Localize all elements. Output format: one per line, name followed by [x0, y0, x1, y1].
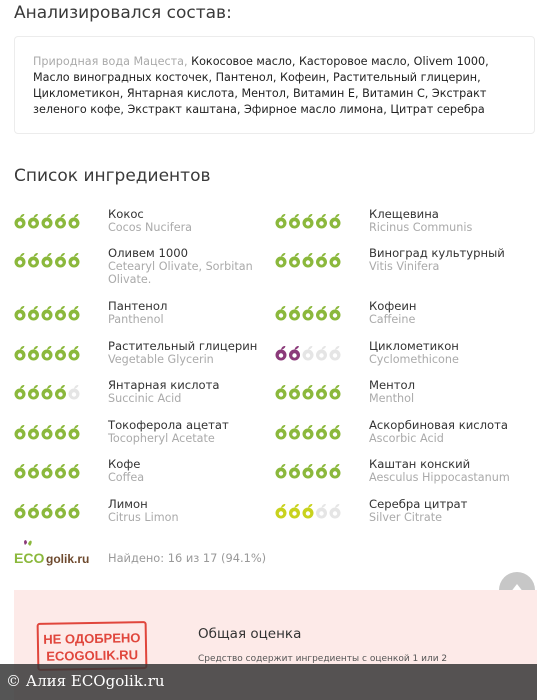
ingredient-name: Пантенол [108, 299, 168, 313]
ingredient-name: Аскорбиновая кислота [369, 418, 508, 432]
ingredient-item[interactable] [275, 299, 535, 337]
composition-line: Циклометикон, Янтарная кислота, Ментол, Витамин Е, Витамин С, Экстракт [33, 87, 487, 100]
ingredient-latin-name: Cocos Nucifera [108, 221, 193, 234]
ingredient-latin-name: Succinic Acid [108, 392, 182, 405]
ingredient-item[interactable] [275, 207, 535, 245]
ingredient-latin-name: Menthol [369, 392, 415, 405]
ingredient-item[interactable] [14, 418, 274, 456]
rating-icon [14, 213, 82, 229]
overall-rating-description: Средство содержит ингредиенты с оценкой 1 или 2 [198, 654, 448, 664]
ingredient-name: Токоферола ацетат [108, 418, 229, 432]
rating-icon [275, 213, 343, 229]
ingredient-name: Кофе [108, 457, 141, 471]
ingredient-item[interactable] [14, 246, 274, 284]
composition-first-item: Природная вода Мацеста, [33, 55, 188, 68]
ingredient-name: Оливем 1000 [108, 246, 188, 260]
svg-text:ECO: ECO [14, 550, 45, 566]
ingredient-item[interactable] [275, 418, 535, 456]
ingredient-item[interactable] [275, 457, 535, 495]
ingredient-latin-name: Panthenol [108, 313, 164, 326]
rating-icon [275, 503, 343, 519]
ingredient-name: Растительный глицерин [108, 339, 258, 353]
composition-line: Масло виноградных косточек, Пантенол, Кофеин, Растительный глицерин, [33, 71, 481, 84]
rating-icon [14, 252, 82, 268]
ingredient-name: Янтарная кислота [108, 378, 220, 392]
ingredient-name: Виноград культурный [369, 246, 505, 260]
rating-icon [275, 424, 343, 440]
found-count: Найдено: 16 из 17 (94.1%) [108, 551, 267, 565]
rating-icon [14, 503, 82, 519]
ingredient-item[interactable] [14, 378, 274, 416]
ingredients-list-title: Список ингредиентов [14, 166, 211, 186]
rating-icon [275, 345, 343, 361]
ingredient-latin-name: Citrus Limon [108, 511, 179, 524]
ingredient-name: Каштан конский [369, 457, 471, 471]
ingredient-item[interactable] [275, 497, 535, 535]
rating-icon [14, 345, 82, 361]
ingredient-item[interactable] [14, 299, 274, 337]
ingredient-name: Циклометикон [369, 339, 459, 353]
ingredient-name: Серебра цитрат [369, 497, 468, 511]
overall-rating-title: Общая оценка [198, 626, 302, 642]
ingredient-item[interactable] [14, 339, 274, 377]
ingredient-latin-name: Aesculus Hippocastanum [369, 471, 510, 484]
ingredient-latin-name: Coffea [108, 471, 145, 484]
ingredient-item[interactable] [14, 497, 274, 535]
ingredient-latin-name: Cyclomethicone [369, 353, 459, 366]
composition-line: зеленого кофе, Экстракт каштана, Эфирное масло лимона, Цитрат серебра [33, 103, 485, 116]
ingredient-latin-name: Caffeine [369, 313, 416, 326]
ingredient-item[interactable] [275, 378, 535, 416]
ingredient-latin-name: Vegetable Glycerin [108, 353, 214, 366]
ingredient-name: Кокос [108, 207, 144, 221]
rating-icon [275, 463, 343, 479]
rating-icon [275, 305, 343, 321]
ingredient-latin-name: Ricinus Communis [369, 221, 473, 234]
rating-icon [14, 463, 82, 479]
ingredient-item[interactable] [275, 246, 535, 284]
rating-icon [14, 384, 82, 400]
not-approved-stamp: НЕ ОДОБРЕНО ECOGOLIK.RU [37, 621, 148, 671]
ingredient-name: Лимон [108, 497, 148, 511]
ingredient-latin-name: Silver Citrate [369, 511, 443, 524]
ingredient-name: Клещевина [369, 207, 439, 221]
ecogolik-logo [14, 538, 96, 568]
watermark-text: © Алия ECOgolik.ru [6, 672, 165, 690]
ingredient-latin-name: Ascorbic Acid [369, 432, 444, 445]
composition-box [14, 36, 535, 134]
composition-line: Кокосовое масло, Касторовое масло, Olivem 1000, [187, 55, 489, 68]
svg-text:golik.ru: golik.ru [46, 552, 90, 566]
rating-icon [275, 384, 343, 400]
ingredient-name: Кофеин [369, 299, 417, 313]
ingredient-item[interactable] [14, 207, 274, 245]
rating-icon [14, 424, 82, 440]
rating-icon [275, 252, 343, 268]
ingredient-item[interactable] [14, 457, 274, 495]
analyzed-composition-title: Анализировался состав: [14, 3, 232, 23]
ingredient-item[interactable] [275, 339, 535, 377]
watermark-bar [0, 664, 537, 700]
ingredient-latin-name: Cetearyl Olivate, Sorbitan Olivate. [108, 260, 253, 286]
rating-icon [14, 305, 82, 321]
ingredient-latin-name: Vitis Vinifera [369, 260, 440, 273]
ingredient-name: Ментол [369, 378, 415, 392]
ingredient-latin-name: Tocopheryl Acetate [108, 432, 215, 445]
